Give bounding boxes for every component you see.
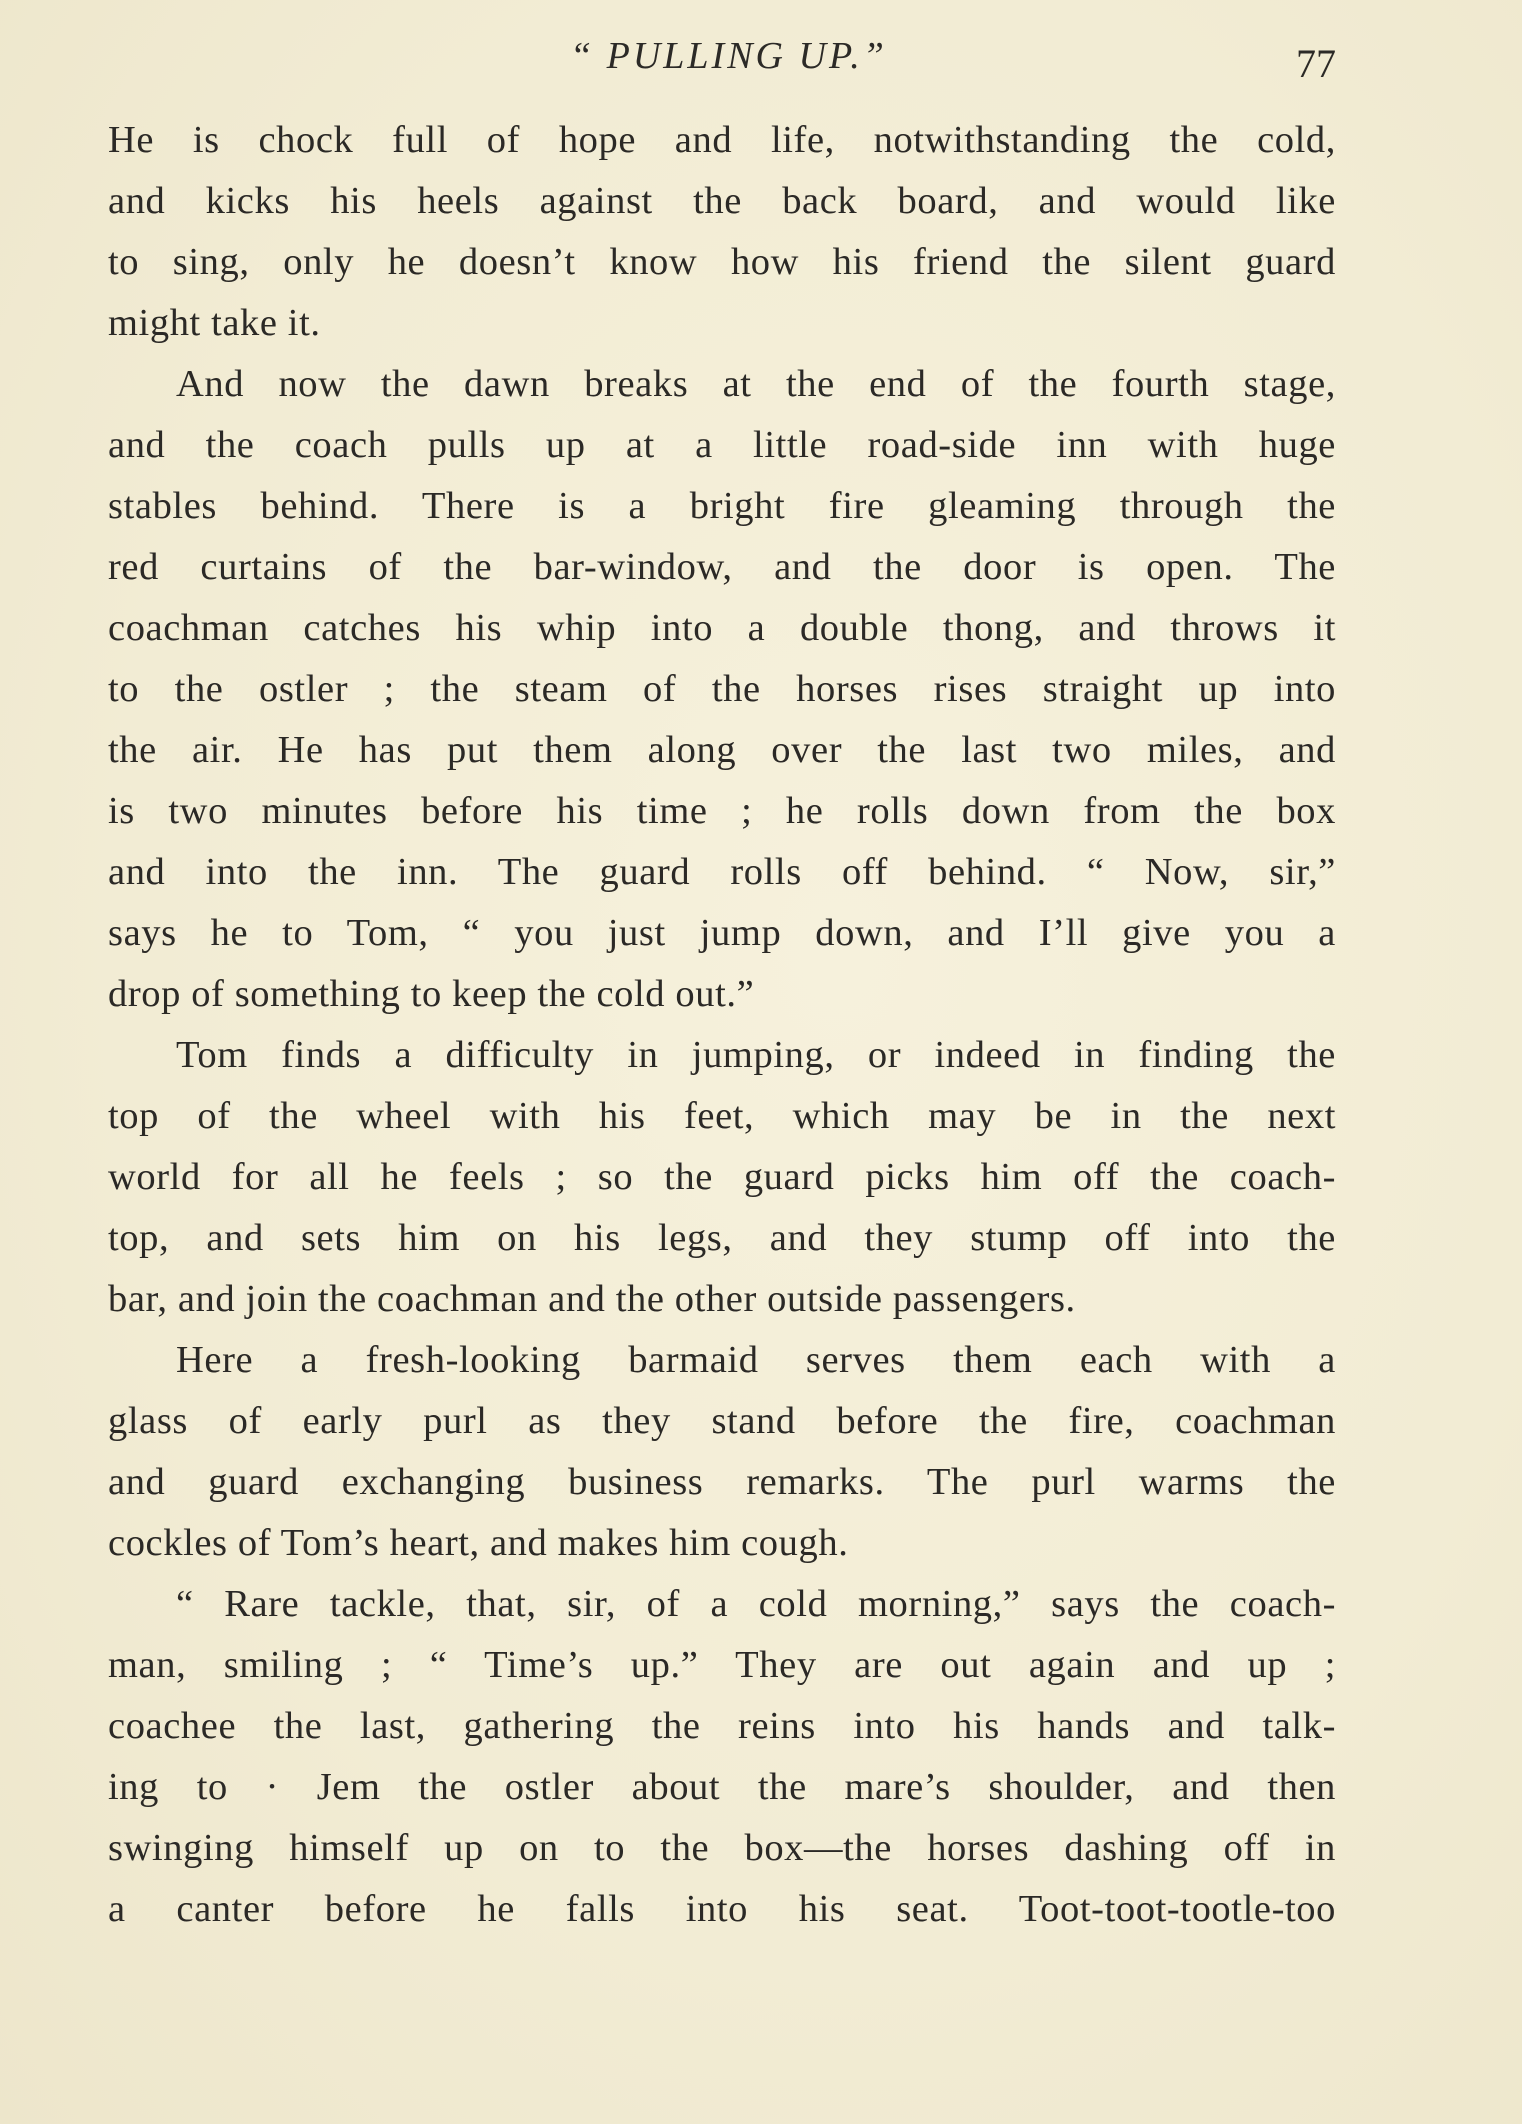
text-line: swinging himself up on to the box—the horses dashing off in <box>108 1827 1336 1869</box>
text-line: bar, and join the coachman and the other outside passengers. <box>108 1278 1076 1320</box>
text-line: world for all he feels ; so the guard picks him off the coach- <box>108 1156 1336 1198</box>
paragraph <box>108 1025 1336 1330</box>
text-line: drop of something to keep the cold out.” <box>108 973 755 1015</box>
text-line: stables behind. There is a bright fire gleaming through the <box>108 485 1336 527</box>
text-line: top of the wheel with his feet, which may be in the next <box>108 1095 1336 1137</box>
text-line: glass of early purl as they stand before the fire, coachman <box>108 1400 1336 1442</box>
text-line: a canter before he falls into his seat. Toot-toot-tootle-too <box>108 1888 1336 1930</box>
paragraph <box>108 1330 1336 1574</box>
text-line: coachman catches his whip into a double thong, and throws it <box>108 607 1336 649</box>
text-line: Tom finds a difficulty in jumping, or indeed in finding the <box>176 1034 1336 1076</box>
text-line: is two minutes before his time ; he rolls down from the box <box>108 790 1336 832</box>
text-line: He is chock full of hope and life, notwithstanding the cold, <box>108 119 1336 161</box>
text-line: and the coach pulls up at a little road-side inn with huge <box>108 424 1336 466</box>
text-line: Here a fresh-looking barmaid serves them each with a <box>176 1339 1336 1381</box>
text-line: to sing, only he doesn’t know how his friend the silent guard <box>108 241 1336 283</box>
text-line: coachee the last, gathering the reins into his hands and talk- <box>108 1705 1336 1747</box>
text-line: might take it. <box>108 302 321 344</box>
text-line: and guard exchanging business remarks. The purl warms the <box>108 1461 1336 1503</box>
text-line: man, smiling ; “ Time’s up.” They are out again and up ; <box>108 1644 1336 1686</box>
body-text <box>108 110 1336 1940</box>
paragraph <box>108 354 1336 1025</box>
text-line: to the ostler ; the steam of the horses rises straight up into <box>108 668 1336 710</box>
text-line: and kicks his heels against the back board, and would like <box>108 180 1336 222</box>
running-head-title: “ PULLING UP.” <box>570 35 887 77</box>
text-line: the air. He has put them along over the last two miles, and <box>108 729 1336 771</box>
running-head <box>0 28 1522 98</box>
text-line: says he to Tom, “ you just jump down, and I’ll give you a <box>108 912 1336 954</box>
text-line: and into the inn. The guard rolls off behind. “ Now, sir,” <box>108 851 1336 893</box>
text-line: And now the dawn breaks at the end of the fourth stage, <box>176 363 1336 405</box>
text-line: cockles of Tom’s heart, and makes him cough. <box>108 1522 849 1564</box>
page-number: 77 <box>1296 41 1336 86</box>
paragraph <box>108 110 1336 354</box>
text-line: “ Rare tackle, that, sir, of a cold morning,” says the coach- <box>176 1583 1336 1625</box>
paragraph <box>108 1574 1336 1940</box>
text-line: red curtains of the bar-window, and the door is open. The <box>108 546 1336 588</box>
text-line: top, and sets him on his legs, and they stump off into the <box>108 1217 1336 1259</box>
text-line: ing to · Jem the ostler about the mare’s shoulder, and then <box>108 1766 1336 1808</box>
